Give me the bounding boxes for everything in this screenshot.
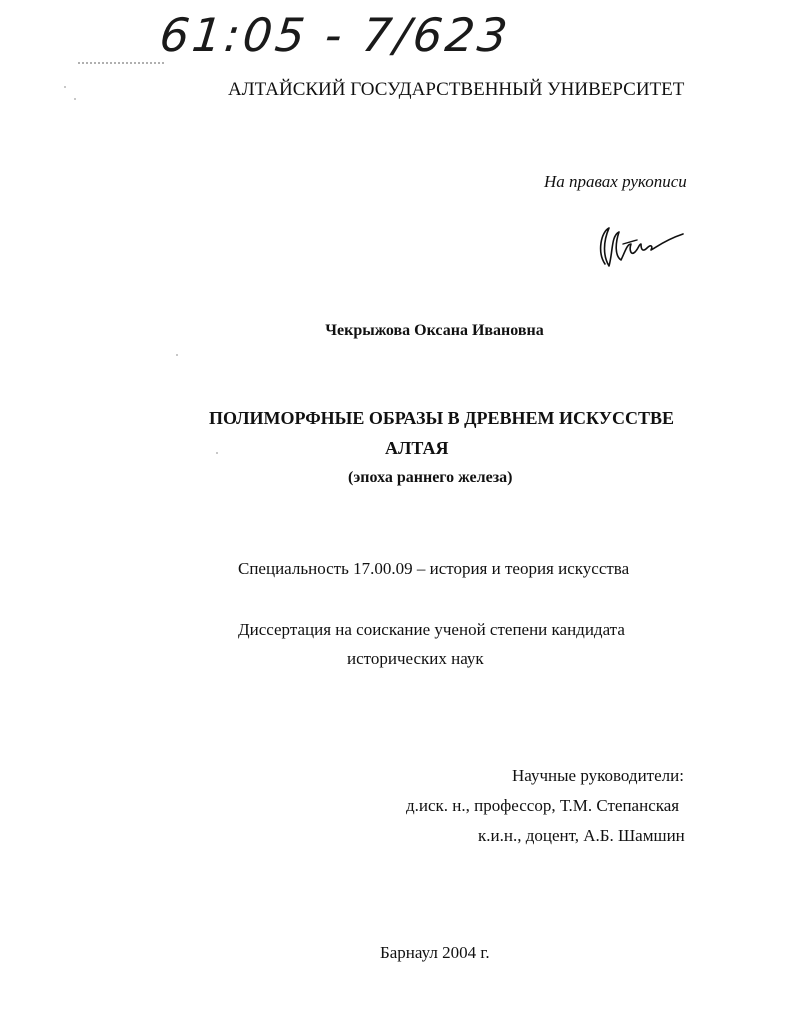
dotted-line-decoration [78, 62, 164, 66]
specialty-text: Специальность 17.00.09 – история и теория искусства [238, 559, 630, 578]
city-year: Барнаул 2004 г. [380, 943, 490, 962]
scan-speck [176, 354, 178, 356]
dissertation-degree-line-1: Диссертация на соискание ученой степени кандидата [238, 620, 625, 639]
handwritten-shelf-mark: 61:05 - 7/623 [157, 8, 513, 62]
supervisor-item: д.иск. н., профессор, Т.М. Степанская [406, 796, 680, 815]
scan-speck [74, 98, 76, 100]
thesis-subtitle: (эпоха раннего железа) [348, 469, 513, 486]
supervisors-heading: Научные руководители: [512, 766, 684, 785]
university-name: АЛТАЙСКИЙ ГОСУДАРСТВЕННЫЙ УНИВЕРСИТЕТ [228, 79, 685, 100]
thesis-title-line-1: ПОЛИМОРФНЫЕ ОБРАЗЫ В ДРЕВНЕМ ИСКУССТВЕ [209, 408, 674, 428]
thesis-title-line-2: АЛТАЯ [385, 438, 449, 458]
scan-speck [64, 86, 66, 88]
dissertation-degree-line-2: исторических наук [347, 649, 484, 668]
supervisor-item: к.и.н., доцент, А.Б. Шамшин [478, 826, 685, 845]
scan-speck [216, 452, 218, 454]
author-name: Чекрыжова Оксана Ивановна [325, 322, 544, 339]
manuscript-rights-note: На правах рукописи [544, 172, 687, 191]
signature-icon [595, 222, 695, 272]
